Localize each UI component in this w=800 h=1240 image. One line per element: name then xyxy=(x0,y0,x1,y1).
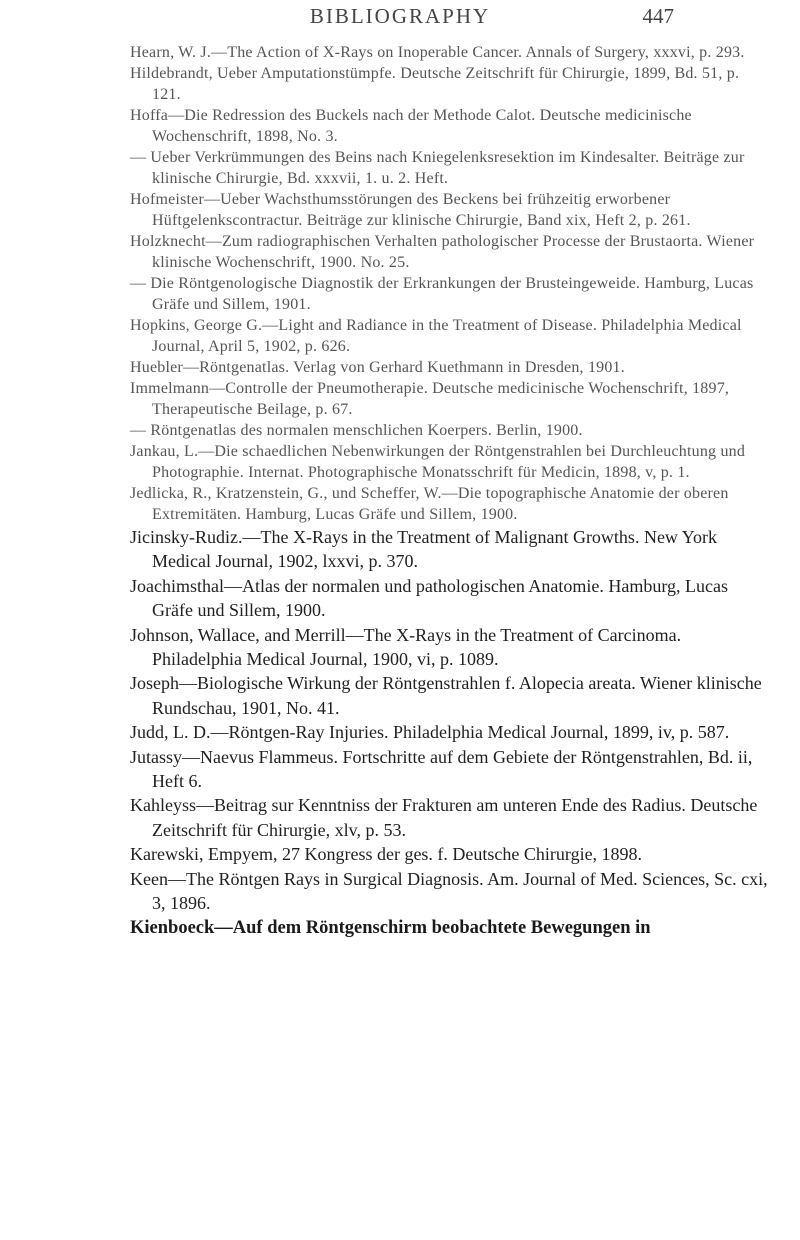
bibliography-entry: Kienboeck—Auf dem Röntgenschirm beobachtete Bewegungen in xyxy=(130,917,651,938)
bibliography-entry: Jankau, L.—Die schaedlichen Nebenwirkungen der Röntgenstrahlen bei Durchleuchtung und Photographie. Internat. Photographische Monatsschrift für Medicin, 1898, v, p. 1. xyxy=(130,443,746,481)
bibliography-entry: Jicinsky-Rudiz.—The X-Rays in the Treatment of Malignant Growths. New York Medical Journal, 1902, lxxvi, p. 370. xyxy=(130,527,717,572)
bibliography-entry: Kahleyss—Beitrag sur Kenntniss der Frakturen am unteren Ende des Radius. Deutsche Zeitschrift für Chirurgie, xlv, p. 53. xyxy=(130,795,758,840)
bibliography-entry: Immelmann—Controlle der Pneumotherapie. Deutsche medicinische Wochenschrift, 1897, Therapeutische Beilage, p. 67. xyxy=(130,380,730,418)
bibliography-entry: Hearn, W. J.—The Action of X-Rays on Inoperable Cancer. Annals of Surgery, xxxvi, p. 293. xyxy=(130,44,745,61)
bibliography-entry: Judd, L. D.—Röntgen-Ray Injuries. Philadelphia Medical Journal, 1899, iv, p. 587. xyxy=(130,722,730,743)
bibliography-entry: Karewski, Empyem, 27 Kongress der ges. f. Deutsche Chirurgie, 1898. xyxy=(130,844,643,865)
bibliography-entry: Johnson, Wallace, and Merrill—The X-Rays in the Treatment of Carcinoma. Philadelphia Medical Journal, 1900, vi, p. 1089. xyxy=(130,624,682,670)
bibliography-entry: Keen—The Röntgen Rays in Surgical Diagnosis. Am. Journal of Med. Sciences, Sc. cxi, 3, 1896. xyxy=(130,868,768,914)
bibliography-entry: — Ueber Verkrümmungen des Beins nach Kniegelenksresektion im Kindesalter. Beiträge zur klinische Chirurgie, Bd. xxxvii, 1. u. 2. Heft. xyxy=(130,149,745,187)
bibliography-entry: Hofmeister—Ueber Wachsthumsstörungen des Beckens bei frühzeitig erworbener Hüftgelenkscontractur. Beiträge zur klinische Chirurgie, Band xix, Heft 2, p. 261. xyxy=(130,191,691,229)
bibliography-entry: Jedlicka, R., Kratzenstein, G., und Scheffer, W.—Die topographische Anatomie der oberen Extremitäten. Hamburg, Lucas Gräfe und Sillem, 1900. xyxy=(130,485,729,523)
bibliography-entry: Joseph—Biologische Wirkung der Röntgenstrahlen f. Alopecia areata. Wiener klinische Rundschau, 1901, No. 41. xyxy=(130,673,762,718)
bibliography-entry: Hildebrandt, Ueber Amputationstümpfe. Deutsche Zeitschrift für Chirurgie, 1899, Bd. 51, p. 121. xyxy=(130,65,740,103)
bibliography-entry: Jutassy—Naevus Flammeus. Fortschritte auf dem Gebiete der Röntgenstrahlen, Bd. ii, Heft 6. xyxy=(130,746,753,792)
bibliography-entry: — Die Röntgenologische Diagnostik der Erkrankungen der Brusteingeweide. Hamburg, Lucas Gräfe und Sillem, 1901. xyxy=(130,275,754,313)
bibliography-entry: — Röntgenatlas des normalen menschlichen Koerpers. Berlin, 1900. xyxy=(130,422,583,439)
page-number: 447 xyxy=(642,4,674,28)
running-head: BIBLIOGRAPHY xyxy=(309,4,491,28)
bibliography-entry: Hoffa—Die Redression des Buckels nach der Methode Calot. Deutsche medicinische Wochenschrift, 1898, No. 3. xyxy=(130,107,692,145)
bibliography-entry: Hopkins, George G.—Light and Radiance in the Treatment of Disease. Philadelphia Medical Journal, April 5, 1902, p. 626. xyxy=(130,317,742,355)
bibliography-list xyxy=(130,42,770,940)
bibliography-entry: Holzknecht—Zum radiographischen Verhalten pathologischer Processe der Brustaorta. Wiener klinische Wochenschrift, 1900. No. 25. xyxy=(130,233,755,271)
page-header xyxy=(0,4,800,34)
bibliography-entry: Joachimsthal—Atlas der normalen und pathologischen Anatomie. Hamburg, Lucas Gräfe und Sillem, 1900. xyxy=(130,575,729,621)
bibliography-entry: Huebler—Röntgenatlas. Verlag von Gerhard Kuethmann in Dresden, 1901. xyxy=(130,359,625,376)
